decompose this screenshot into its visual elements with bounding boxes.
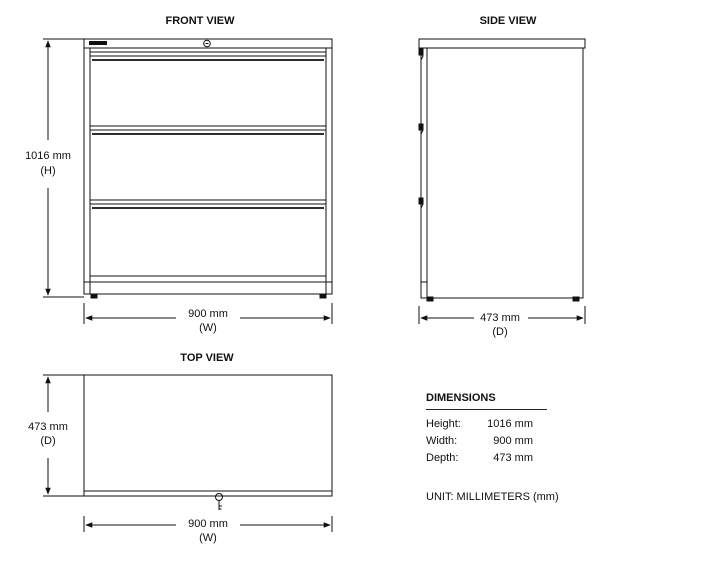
front-height-code: (H) [40, 165, 56, 177]
dimensions-heading: DIMENSIONS [426, 392, 547, 410]
drawer-1 [90, 52, 326, 126]
side-view-cabinet [419, 39, 585, 301]
side-handle-top [419, 49, 423, 55]
front-width-value: 900 mm [188, 308, 228, 320]
drawer-3 [90, 200, 326, 276]
front-view-title: FRONT VIEW [165, 15, 235, 27]
drawer-2 [90, 126, 326, 200]
front-view-cabinet [84, 39, 332, 298]
top-view-cabinet [84, 375, 332, 510]
side-foot-front [427, 297, 433, 301]
dimension-label: Height: [426, 418, 461, 430]
side-drawer-profile [421, 52, 423, 282]
front-width-code: (W) [199, 322, 217, 334]
top-width-code: (W) [199, 532, 217, 544]
side-foot-back [573, 297, 579, 301]
side-handle-2 [419, 198, 423, 204]
dimension-value: 1016 mm [487, 418, 533, 430]
top-width-value: 900 mm [188, 518, 228, 530]
front-body [84, 48, 332, 294]
side-view-title: SIDE VIEW [479, 15, 537, 27]
dimension-label: Width: [426, 435, 458, 447]
side-depth-code: (D) [492, 326, 508, 338]
dimension-value: 900 mm [493, 435, 533, 447]
side-depth-value: 473 mm [480, 312, 520, 324]
top-view-title: TOP VIEW [180, 352, 234, 364]
brand-logo [89, 41, 107, 45]
top-outline [84, 375, 332, 496]
front-foot-right [320, 294, 326, 298]
dimension-label: Depth: [426, 452, 459, 464]
side-top-plate [419, 39, 585, 48]
side-handle-1 [419, 124, 423, 130]
front-foot-left [91, 294, 97, 298]
top-depth-code: (D) [40, 435, 56, 447]
top-depth-value: 473 mm [28, 421, 68, 433]
dimension-value: 473 mm [493, 452, 533, 464]
side-body [421, 48, 583, 298]
dimension-row-depth [426, 452, 626, 469]
unit-note: UNIT: MILLIMETERS (mm) [426, 491, 559, 503]
dimensions-panel [426, 392, 626, 469]
front-height-value: 1016 mm [25, 150, 71, 162]
dimension-row-width [426, 435, 626, 452]
dimension-row-height [426, 418, 626, 435]
